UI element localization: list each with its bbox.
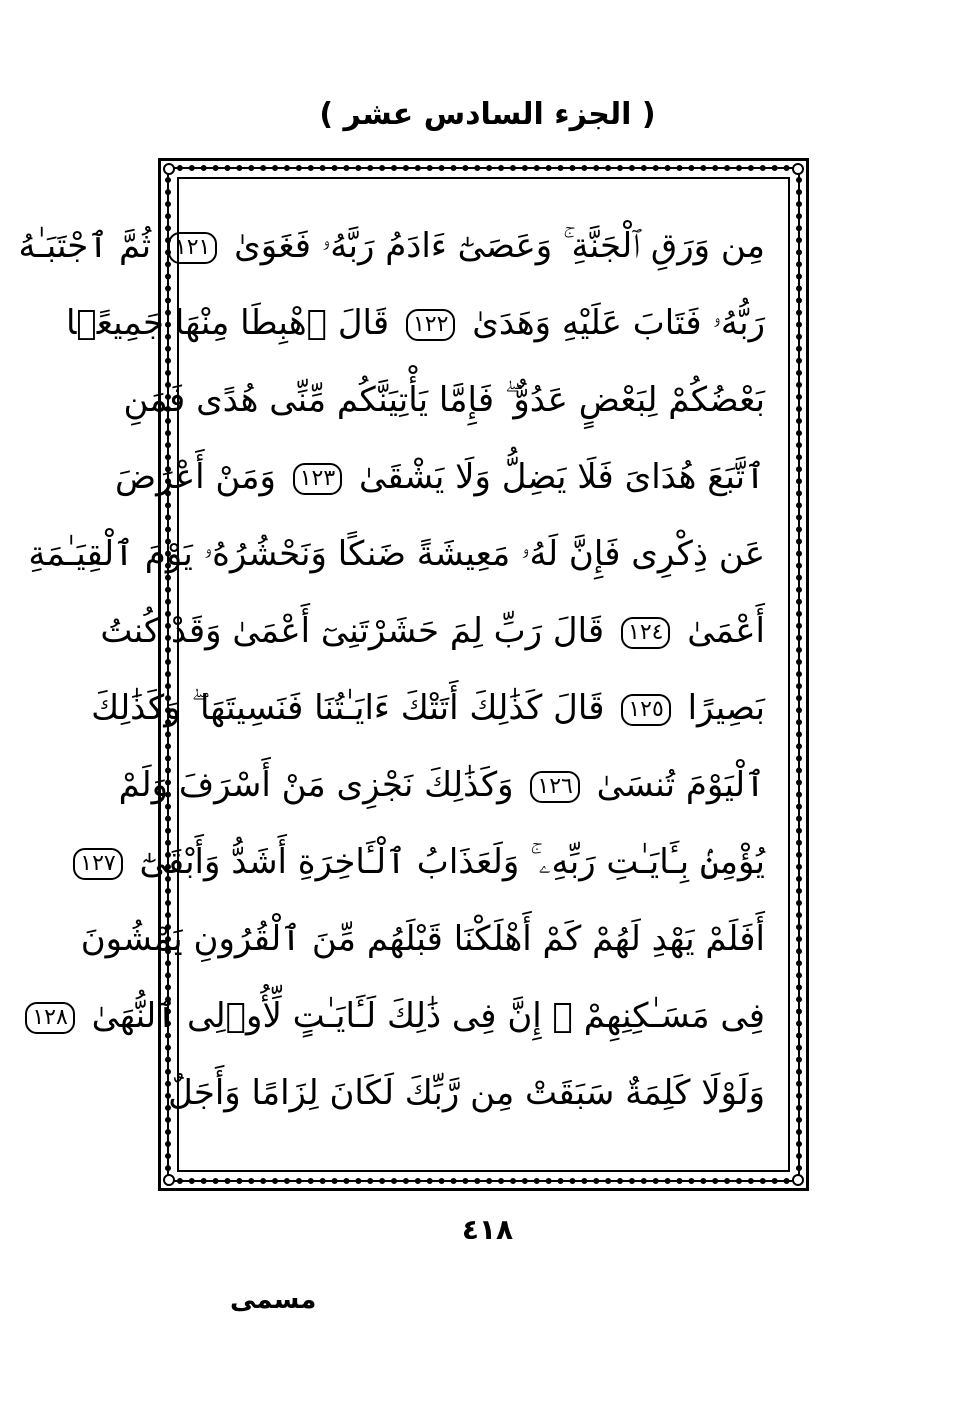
verse-text: أَعْمَىٰ — [687, 611, 765, 651]
text-line-12 — [168, 1043, 765, 1120]
verse-text: ثُمَّ ٱجْتَبَـٰهُ — [18, 226, 152, 266]
verse-text: وَكَذَٰلِكَ نَجْزِى مَنْ أَسْرَفَ وَلَمْ — [118, 765, 514, 805]
corner-ornament-icon — [792, 163, 804, 175]
verse-text: رَبُّهُۥ فَتَابَ عَلَيْهِ وَهَدَىٰ — [472, 303, 765, 343]
text-line-5 — [28, 504, 765, 581]
verse-text: قَالَ كَذَٰلِكَ أَتَتْكَ ءَايَـٰتُنَا فَنَسِيتَهَا ۖ وَكَذَٰلِكَ — [91, 688, 605, 728]
verse-text: قَالَ ٱهْبِطَا مِنْهَا جَمِيعًۢا — [65, 303, 390, 343]
text-line-2 — [65, 273, 765, 350]
verse-text: ٱتَّبَعَ هُدَاىَ فَلَا يَضِلُّ وَلَا يَشْقَىٰ — [359, 457, 765, 497]
text-line-11 — [32, 966, 765, 1043]
quran-text-block — [18, 196, 765, 1120]
verse-text: عَن ذِكْرِى فَإِنَّ لَهُۥ مَعِيشَةً ضَنكًا وَنَحْشُرُهُۥ يَوْمَ ٱلْقِيَـٰمَةِ — [28, 534, 765, 574]
ayah-number-marker: ١٢٦ — [530, 771, 579, 803]
verse-text: فِى مَسَـٰكِنِهِمْ ۗ إِنَّ فِى ذَٰلِكَ لَـَٔايَـٰتٍ لِّأُو۟لِى ٱلنُّهَىٰ — [91, 996, 765, 1036]
ayah-number-marker: ١٢٣ — [293, 463, 342, 495]
footer-note: مسمى — [230, 1285, 317, 1315]
corner-ornament-icon — [163, 1174, 175, 1186]
corner-ornament-icon — [163, 163, 175, 175]
ayah-number-marker: ١٢٧ — [73, 848, 122, 880]
text-line-10 — [80, 889, 765, 966]
text-line-9 — [80, 812, 765, 889]
ayah-number-marker: ١٢٨ — [25, 1002, 74, 1034]
verse-text: وَمَنْ أَعْرَضَ — [115, 457, 276, 497]
text-line-8 — [118, 735, 765, 812]
corner-ornament-icon — [792, 1174, 804, 1186]
ayah-number-marker: ١٢١ — [168, 232, 217, 264]
verse-text: يُؤْمِنۢ بِـَٔايَـٰتِ رَبِّهِۦ ۚ وَلَعَذَابُ ٱلْـَٔاخِرَةِ أَشَدُّ وَأَبْقَىٰٓ — [139, 842, 765, 882]
verse-text: بَصِيرًا — [687, 688, 765, 728]
verse-text: مِن وَرَقِ ٱلْجَنَّةِ ۚ وَعَصَىٰٓ ءَادَمُ رَبَّهُۥ فَغَوَىٰ — [234, 226, 765, 266]
text-line-7 — [91, 658, 765, 735]
text-line-6 — [100, 581, 765, 658]
text-line-3 — [123, 350, 765, 427]
text-line-4 — [115, 427, 765, 504]
ayah-number-marker: ١٢٢ — [406, 309, 455, 341]
ayah-number-marker: ١٢٥ — [621, 694, 670, 726]
verse-text: بَعْضُكُمْ لِبَعْضٍ عَدُوٌّ ۖ فَإِمَّا يَأْتِيَنَّكُم مِّنِّى هُدًى فَمَنِ — [123, 380, 765, 420]
page-number: ٤١٨ — [461, 1213, 514, 1246]
text-line-1 — [18, 196, 765, 273]
verse-text: وَلَوْلَا كَلِمَةٌ سَبَقَتْ مِن رَّبِّكَ لَكَانَ لِزَامًا وَأَجَلٌ — [168, 1073, 765, 1113]
verse-text: أَفَلَمْ يَهْدِ لَهُمْ كَمْ أَهْلَكْنَا قَبْلَهُم مِّنَ ٱلْقُرُونِ يَمْشُونَ — [80, 919, 765, 959]
juz-header: ( الجزء السادس عشر ) — [319, 97, 656, 132]
ayah-number-marker: ١٢٤ — [621, 617, 670, 649]
verse-text: قَالَ رَبِّ لِمَ حَشَرْتَنِىٓ أَعْمَىٰ وَقَدْ كُنتُ — [100, 611, 605, 651]
verse-text: ٱلْيَوْمَ تُنسَىٰ — [596, 765, 765, 805]
